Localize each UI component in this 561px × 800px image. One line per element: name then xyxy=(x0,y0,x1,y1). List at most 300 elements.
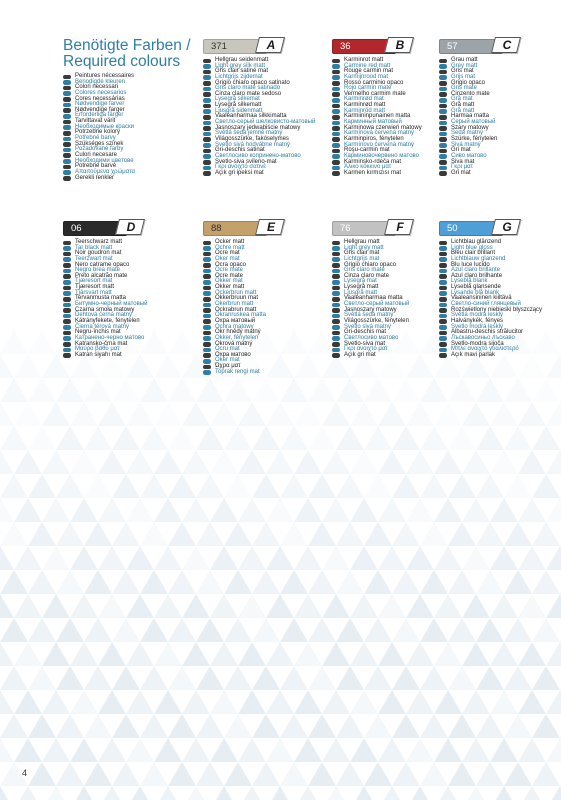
language-line-text: Açık gri mat xyxy=(344,351,376,358)
language-line-text: Tjärsvart matt xyxy=(75,289,112,296)
language-line-text: Ochra matowy xyxy=(215,323,254,330)
language-line-text: Toprak rengi mat xyxy=(215,368,260,375)
language-line-text: Karminowa czerwień matowy xyxy=(344,124,422,131)
language-flag-icon xyxy=(203,81,211,86)
language-flag-icon xyxy=(203,370,211,375)
language-flag-icon xyxy=(332,353,340,358)
language-line-text: Gri-deschis mat xyxy=(344,329,387,336)
language-flag-icon xyxy=(332,263,340,268)
language-line xyxy=(203,171,311,177)
language-flag-icon xyxy=(439,171,447,176)
page-number: 4 xyxy=(22,768,28,778)
page-title xyxy=(63,38,191,70)
language-flag-icon xyxy=(203,303,211,308)
language-flag-icon xyxy=(332,336,340,341)
language-line-text: Negru-închis mat xyxy=(75,329,121,336)
language-line-text: Γκρι ανοιχτό σατινέ xyxy=(215,164,266,171)
language-line-text: Gris mat xyxy=(451,68,474,75)
language-line-text: Ocre mate xyxy=(215,272,244,279)
language-flag-icon xyxy=(203,87,211,92)
language-flag-icon xyxy=(332,303,340,308)
language-flag-icon xyxy=(439,59,447,64)
language-flag-icon xyxy=(439,143,447,148)
language-flag-icon xyxy=(63,97,71,102)
language-flag-icon xyxy=(439,137,447,142)
language-line-text: Azul claro brilhante xyxy=(451,272,503,279)
language-line-text: Jasnoszary matowy xyxy=(344,306,397,313)
language-flag-icon xyxy=(332,126,340,131)
language-flag-icon xyxy=(332,121,340,126)
language-line-text: Jasnoszary jedwabiście matowy xyxy=(215,124,301,131)
language-line-text: Grigio chiaro opaco xyxy=(344,261,397,268)
language-line-text: Ocru mat xyxy=(215,346,240,353)
language-flag-icon xyxy=(439,121,447,126)
language-flag-icon xyxy=(63,319,71,324)
language-flag-icon xyxy=(203,98,211,103)
language-line-text: Preto alcatrão mate xyxy=(75,272,128,279)
language-line-text: Katran siyahı mat xyxy=(75,351,122,358)
language-flag-icon xyxy=(203,331,211,336)
language-flag-icon xyxy=(439,280,447,285)
language-line-text: Karminpiros, fénytelen xyxy=(344,135,404,142)
language-flag-icon xyxy=(332,171,340,176)
language-line-text: Cores necessárias xyxy=(75,95,125,102)
language-line xyxy=(439,171,547,177)
language-flag-icon xyxy=(439,132,447,137)
language-flag-icon xyxy=(439,325,447,330)
paint-name-translations xyxy=(203,57,316,176)
language-line-text: Grå matt xyxy=(451,102,475,109)
language-flag-icon xyxy=(63,263,71,268)
language-flag-icon xyxy=(332,291,340,296)
language-line-text: Colori necessari xyxy=(75,84,119,91)
language-flag-icon xyxy=(439,98,447,103)
language-flag-icon xyxy=(63,246,71,251)
language-line-text: Lysegrå matt xyxy=(344,284,379,291)
language-line-text: Lichtblauw glanzend xyxy=(451,255,506,262)
language-line-text: Okkerbruun mat xyxy=(215,295,259,302)
language-line-text: Világosszürke, fakóselymes xyxy=(215,135,289,142)
paint-letter: C xyxy=(502,38,512,52)
language-flag-icon xyxy=(203,325,211,330)
language-line-text: Ocra opaco xyxy=(215,261,247,268)
language-line-text: Požadované farby xyxy=(75,146,124,153)
language-line-text: Ocre mat xyxy=(215,250,240,257)
language-flag-icon xyxy=(332,115,340,120)
language-line-text: Okerbrun matt xyxy=(215,301,254,308)
language-line-text: Светлосиво матово xyxy=(344,334,399,341)
language-line-text: Světlá šedá matný xyxy=(344,312,394,319)
language-flag-icon xyxy=(332,132,340,137)
language-line-text: Colores necesarios xyxy=(75,89,127,96)
language-flag-icon xyxy=(203,252,211,257)
language-flag-icon xyxy=(63,108,71,113)
language-flag-icon xyxy=(203,59,211,64)
language-line-text: Ocker matt xyxy=(215,239,245,245)
language-line-text: Teerzwart mat xyxy=(75,255,113,262)
language-line-text: Potrebne barve xyxy=(75,163,117,170)
language-flag-icon xyxy=(439,257,447,262)
language-flag-icon xyxy=(439,353,447,358)
colour-block-f xyxy=(332,219,440,358)
language-line-text: Okker, fényteleп xyxy=(215,334,259,341)
language-line-text: Γκρι ματ xyxy=(451,164,474,171)
language-flag-icon xyxy=(203,348,211,353)
language-flag-icon xyxy=(439,64,447,69)
paint-letter: F xyxy=(396,220,404,234)
language-line-text: Сиво матово xyxy=(451,152,487,159)
language-flag-icon xyxy=(332,137,340,142)
paint-name-translations xyxy=(63,240,171,358)
language-flag-icon xyxy=(439,75,447,80)
language-flag-icon xyxy=(439,70,447,75)
language-flag-icon xyxy=(332,104,340,109)
language-line-text: Blu luce lucido xyxy=(451,261,490,268)
language-line-text: Lysegrå mat xyxy=(344,278,377,285)
language-flag-icon xyxy=(63,348,71,353)
paint-name-translations xyxy=(203,240,311,375)
paint-chip xyxy=(63,219,145,236)
language-line-text: Nødvendige farger xyxy=(75,106,125,113)
language-flag-icon xyxy=(332,269,340,274)
language-flag-icon xyxy=(63,241,71,246)
language-flag-icon xyxy=(203,269,211,274)
language-line-text: Карминовочервено матово xyxy=(344,152,419,159)
language-flag-icon xyxy=(332,308,340,313)
language-flag-icon xyxy=(439,87,447,92)
paint-number: 50 xyxy=(447,223,458,234)
language-flag-icon xyxy=(439,160,447,165)
language-line-text: Lysande blå blank xyxy=(451,289,500,296)
language-flag-icon xyxy=(439,241,447,246)
language-line-text: Dehtová černá matný xyxy=(75,312,133,319)
language-flag-icon xyxy=(63,131,71,136)
language-line-text: Culori necesare xyxy=(75,151,118,158)
language-line-text: Katransko-črna mat xyxy=(75,340,128,347)
language-flag-icon xyxy=(203,291,211,296)
language-flag-icon xyxy=(63,80,71,85)
language-line-text: Čierna térová matný xyxy=(75,323,130,330)
language-line-text: Ljusgrå sidenmatt xyxy=(215,107,263,114)
language-line-text: Lyseblå blank xyxy=(451,278,488,285)
language-flag-icon xyxy=(203,246,211,251)
language-line-text: Azul claro brillante xyxy=(451,267,501,274)
language-flag-icon xyxy=(332,331,340,336)
language-line-text: Nødvendige farver xyxy=(75,101,125,108)
language-flag-icon xyxy=(332,241,340,246)
language-flag-icon xyxy=(203,126,211,131)
language-flag-icon xyxy=(63,257,71,262)
language-flag-icon xyxy=(439,246,447,251)
language-line-text: Лъскавосиньо лъскаво xyxy=(451,334,515,341)
language-flag-icon xyxy=(332,166,340,171)
language-flag-icon xyxy=(332,314,340,319)
language-flag-icon xyxy=(203,75,211,80)
language-line-text: Karminrød mat xyxy=(344,96,384,103)
language-line-text: Ochre matt xyxy=(215,244,245,251)
language-flag-icon xyxy=(203,241,211,246)
language-line-text: Μπλε ανοιχτό γυαλιστερό xyxy=(451,346,519,353)
language-flag-icon xyxy=(332,70,340,75)
language-flag-icon xyxy=(332,81,340,86)
colour-block-b xyxy=(332,37,440,176)
language-line-text: Noir goudron mat xyxy=(75,250,122,257)
language-flag-icon xyxy=(203,297,211,302)
language-flag-icon xyxy=(332,348,340,353)
language-line-text: Halványkék, fényes xyxy=(451,317,504,324)
language-line-text: Μαύρο βαθύ ματ xyxy=(75,346,120,353)
language-flag-icon xyxy=(63,314,71,319)
language-flag-icon xyxy=(203,171,211,176)
language-flag-icon xyxy=(63,165,71,170)
language-flag-icon xyxy=(63,280,71,285)
language-line-text: Ocre mate xyxy=(215,267,244,274)
language-line-text: Lyseblå glansende xyxy=(451,284,501,291)
language-line-text: Gris claro mate satinado xyxy=(215,85,281,92)
language-flag-icon xyxy=(203,149,211,154)
language-flag-icon xyxy=(439,81,447,86)
language-flag-icon xyxy=(63,75,71,80)
language-line-text: Ockerbrun matt xyxy=(215,289,257,296)
colour-block-a xyxy=(203,37,316,176)
language-line-text: Cinzento mate xyxy=(451,90,490,97)
language-flag-icon xyxy=(63,331,71,336)
language-flag-icon xyxy=(203,365,211,370)
language-line-text: Oker mat xyxy=(215,357,240,364)
language-line-text: Czarna smoła matowy xyxy=(75,306,135,313)
language-line-text: Peintures nécessaires xyxy=(75,73,135,79)
language-flag-icon xyxy=(439,308,447,313)
language-flag-icon xyxy=(439,269,447,274)
language-line xyxy=(63,176,171,182)
language-line-text: Açık gri ipeksi mat xyxy=(215,169,264,176)
language-flag-icon xyxy=(63,252,71,257)
language-flag-icon xyxy=(439,342,447,347)
language-line-text: Vaaleansininen kiiltävä xyxy=(451,295,512,302)
language-line-text: Битумно-черный матовый xyxy=(75,301,148,308)
language-line-text: Lichtgrijs mat xyxy=(344,255,380,262)
language-line-text: Carmine red matt xyxy=(344,62,391,69)
language-line-text: Nero catrame opaco xyxy=(75,261,130,268)
language-line-text: Szary matowy xyxy=(451,124,489,131)
language-line-text: Teerschwarz matt xyxy=(75,239,123,245)
language-flag-icon xyxy=(332,342,340,347)
language-line-text: Svetlo sivá hodvábne matný xyxy=(215,141,291,148)
language-line-text: Tjæresort mat xyxy=(75,278,113,285)
language-line-text: Karmínová červená matný xyxy=(344,130,415,137)
language-flag-icon xyxy=(203,319,211,324)
language-flag-icon xyxy=(203,64,211,69)
language-line-text: Potrzebne kolory xyxy=(75,129,121,136)
language-line-text: Серый матовый xyxy=(451,119,496,126)
language-line-text: Light grey matt xyxy=(344,244,384,251)
language-flag-icon xyxy=(203,121,211,126)
language-flag-icon xyxy=(203,308,211,313)
language-flag-icon xyxy=(439,104,447,109)
language-flag-icon xyxy=(63,103,71,108)
language-line-text: Gri mat xyxy=(451,147,471,154)
paint-name-translations xyxy=(439,58,547,176)
language-line-text: Grigio opaco xyxy=(451,79,486,86)
language-flag-icon xyxy=(332,325,340,330)
language-line-text: Светло-серый шелковисто-матовый xyxy=(215,119,316,126)
language-flag-icon xyxy=(203,280,211,285)
language-line-text: Sivá matný xyxy=(451,141,481,148)
title-line-en: Required colours xyxy=(63,53,181,70)
language-flag-icon xyxy=(439,166,447,171)
language-line xyxy=(203,370,311,376)
language-flag-icon xyxy=(332,109,340,114)
language-flag-icon xyxy=(63,137,71,142)
language-flag-icon xyxy=(63,176,71,181)
paint-number: 76 xyxy=(340,223,351,234)
language-line-text: Rozświetlony niebieski błyszczący xyxy=(451,306,543,313)
language-flag-icon xyxy=(439,149,447,154)
language-flag-icon xyxy=(63,114,71,119)
language-flag-icon xyxy=(439,154,447,159)
language-flag-icon xyxy=(63,142,71,147)
language-line-text: Lichtblau glänzend xyxy=(451,239,502,245)
language-flag-icon xyxy=(332,98,340,103)
language-line-text: Gri-deschis satinat xyxy=(215,147,265,154)
language-flag-icon xyxy=(63,159,71,164)
language-line-text: Gris mate xyxy=(451,85,478,92)
language-flag-icon xyxy=(203,314,211,319)
language-line-text: Albastru-deschis strălucitor xyxy=(451,329,524,336)
language-line-text: Tjæresort matt xyxy=(75,284,115,291)
language-flag-icon xyxy=(63,325,71,330)
language-flag-icon xyxy=(203,137,211,142)
colour-block-d xyxy=(63,219,171,358)
paint-chip xyxy=(203,219,285,236)
language-line-text: Karmiininpunainen matta xyxy=(344,113,411,120)
language-line-text: Tarvittavat värit xyxy=(75,118,116,125)
language-flag-icon xyxy=(203,143,211,148)
language-line-text: Karmijnrood mat xyxy=(344,73,389,80)
paint-letter: A xyxy=(266,38,276,52)
language-line-text: Okrová matný xyxy=(215,340,253,347)
language-line-text: Охра матово xyxy=(215,351,251,358)
language-flag-icon xyxy=(203,342,211,347)
language-line-text: Light grey silk matt xyxy=(215,62,266,69)
paint-name-translations xyxy=(439,240,547,358)
paint-letter: E xyxy=(266,220,275,234)
language-line-text: Светлосиво копринено-матово xyxy=(215,152,301,159)
language-line-text: Karminrød matt xyxy=(344,102,386,109)
language-line-text: Oker mat xyxy=(215,255,240,262)
language-line-text: Svetlo-siva svileno-mat xyxy=(215,158,277,165)
language-flag-icon xyxy=(203,132,211,137)
language-flag-icon xyxy=(439,348,447,353)
language-line-text: Erforderliga färger xyxy=(75,112,124,119)
language-flag-icon xyxy=(63,308,71,313)
paint-chip xyxy=(203,37,285,54)
language-flag-icon xyxy=(439,297,447,302)
language-flag-icon xyxy=(332,297,340,302)
language-line-text: Benodigde kleuren xyxy=(75,78,126,85)
language-flag-icon xyxy=(439,319,447,324)
language-line-text: Okr hnědý matný xyxy=(215,329,261,336)
language-flag-icon xyxy=(332,143,340,148)
language-flag-icon xyxy=(63,291,71,296)
language-line-text: Vaaleanharmaa matta xyxy=(344,295,403,302)
language-line-text: Světlá šedá jemně matný xyxy=(215,130,283,137)
language-line xyxy=(439,353,547,359)
language-flag-icon xyxy=(439,286,447,291)
language-line-text: Gris claro mate xyxy=(344,267,385,274)
paint-number: 371 xyxy=(211,41,227,52)
paint-letter: D xyxy=(126,220,136,234)
language-flag-icon xyxy=(63,170,71,175)
language-flag-icon xyxy=(332,59,340,64)
language-line-text: Grey matt xyxy=(451,62,478,69)
language-flag-icon xyxy=(439,126,447,131)
language-flag-icon xyxy=(63,269,71,274)
language-line-text: Karminrot matt xyxy=(344,57,384,63)
colour-block-c xyxy=(439,37,547,176)
language-flag-icon xyxy=(439,252,447,257)
language-flag-icon xyxy=(63,297,71,302)
language-flag-icon xyxy=(63,153,71,158)
paint-chip xyxy=(332,219,414,236)
paint-name-translations xyxy=(332,58,440,176)
language-flag-icon xyxy=(332,149,340,154)
language-flag-icon xyxy=(332,274,340,279)
language-line-text: Világosszürke, fényteleп xyxy=(344,317,409,324)
language-line-text: Ljusgrå matt xyxy=(344,289,378,296)
language-line-text: Rojo carmín mate xyxy=(344,85,392,92)
language-line-text: Cinza claro mate sedoso xyxy=(215,90,282,97)
language-line-text: Okker matt xyxy=(215,284,245,291)
language-flag-icon xyxy=(203,353,211,358)
language-flag-icon xyxy=(332,154,340,159)
language-line-text: Άλικο κόκκινο ματ xyxy=(344,164,392,171)
language-flag-icon xyxy=(439,274,447,279)
language-line-text: Hellgrau seidenmatt xyxy=(215,57,269,63)
language-line-text: Hellgrau matt xyxy=(344,239,380,245)
language-line-text: Karmen kırmızısı mat xyxy=(344,169,402,176)
language-line-text: Svetlo sivá matný xyxy=(344,323,392,330)
language-line-text: Gerekli renkler xyxy=(75,174,115,181)
language-flag-icon xyxy=(203,166,211,171)
language-flag-icon xyxy=(63,303,71,308)
paint-chip xyxy=(439,37,521,54)
language-line-text: Okranruskea matta xyxy=(215,312,267,319)
language-flag-icon xyxy=(439,291,447,296)
required-colours-translations xyxy=(63,74,171,181)
language-line xyxy=(63,353,171,359)
language-flag-icon xyxy=(203,336,211,341)
language-line-text: Světlá modrá lesklý xyxy=(451,312,504,319)
language-flag-icon xyxy=(63,125,71,130)
language-line-text: Szükséges színek xyxy=(75,140,124,147)
paint-letter: G xyxy=(502,220,512,234)
language-flag-icon xyxy=(203,115,211,120)
language-flag-icon xyxy=(203,104,211,109)
language-line-text: Svetlo modrá lesklý xyxy=(451,323,504,330)
language-line-text: Vermelho carmim mate xyxy=(344,90,406,97)
language-line-text: Šedá matný xyxy=(451,130,484,137)
language-flag-icon xyxy=(203,359,211,364)
language-flag-icon xyxy=(332,87,340,92)
paint-name-translations xyxy=(332,240,440,358)
language-line-text: Γκρι ανοιχτό ματ xyxy=(344,346,388,353)
language-flag-icon xyxy=(203,257,211,262)
language-flag-icon xyxy=(63,91,71,96)
language-flag-icon xyxy=(203,160,211,165)
language-line-text: Lysegrå silkemat xyxy=(215,96,260,103)
language-line-text: Gri mat xyxy=(451,169,471,176)
